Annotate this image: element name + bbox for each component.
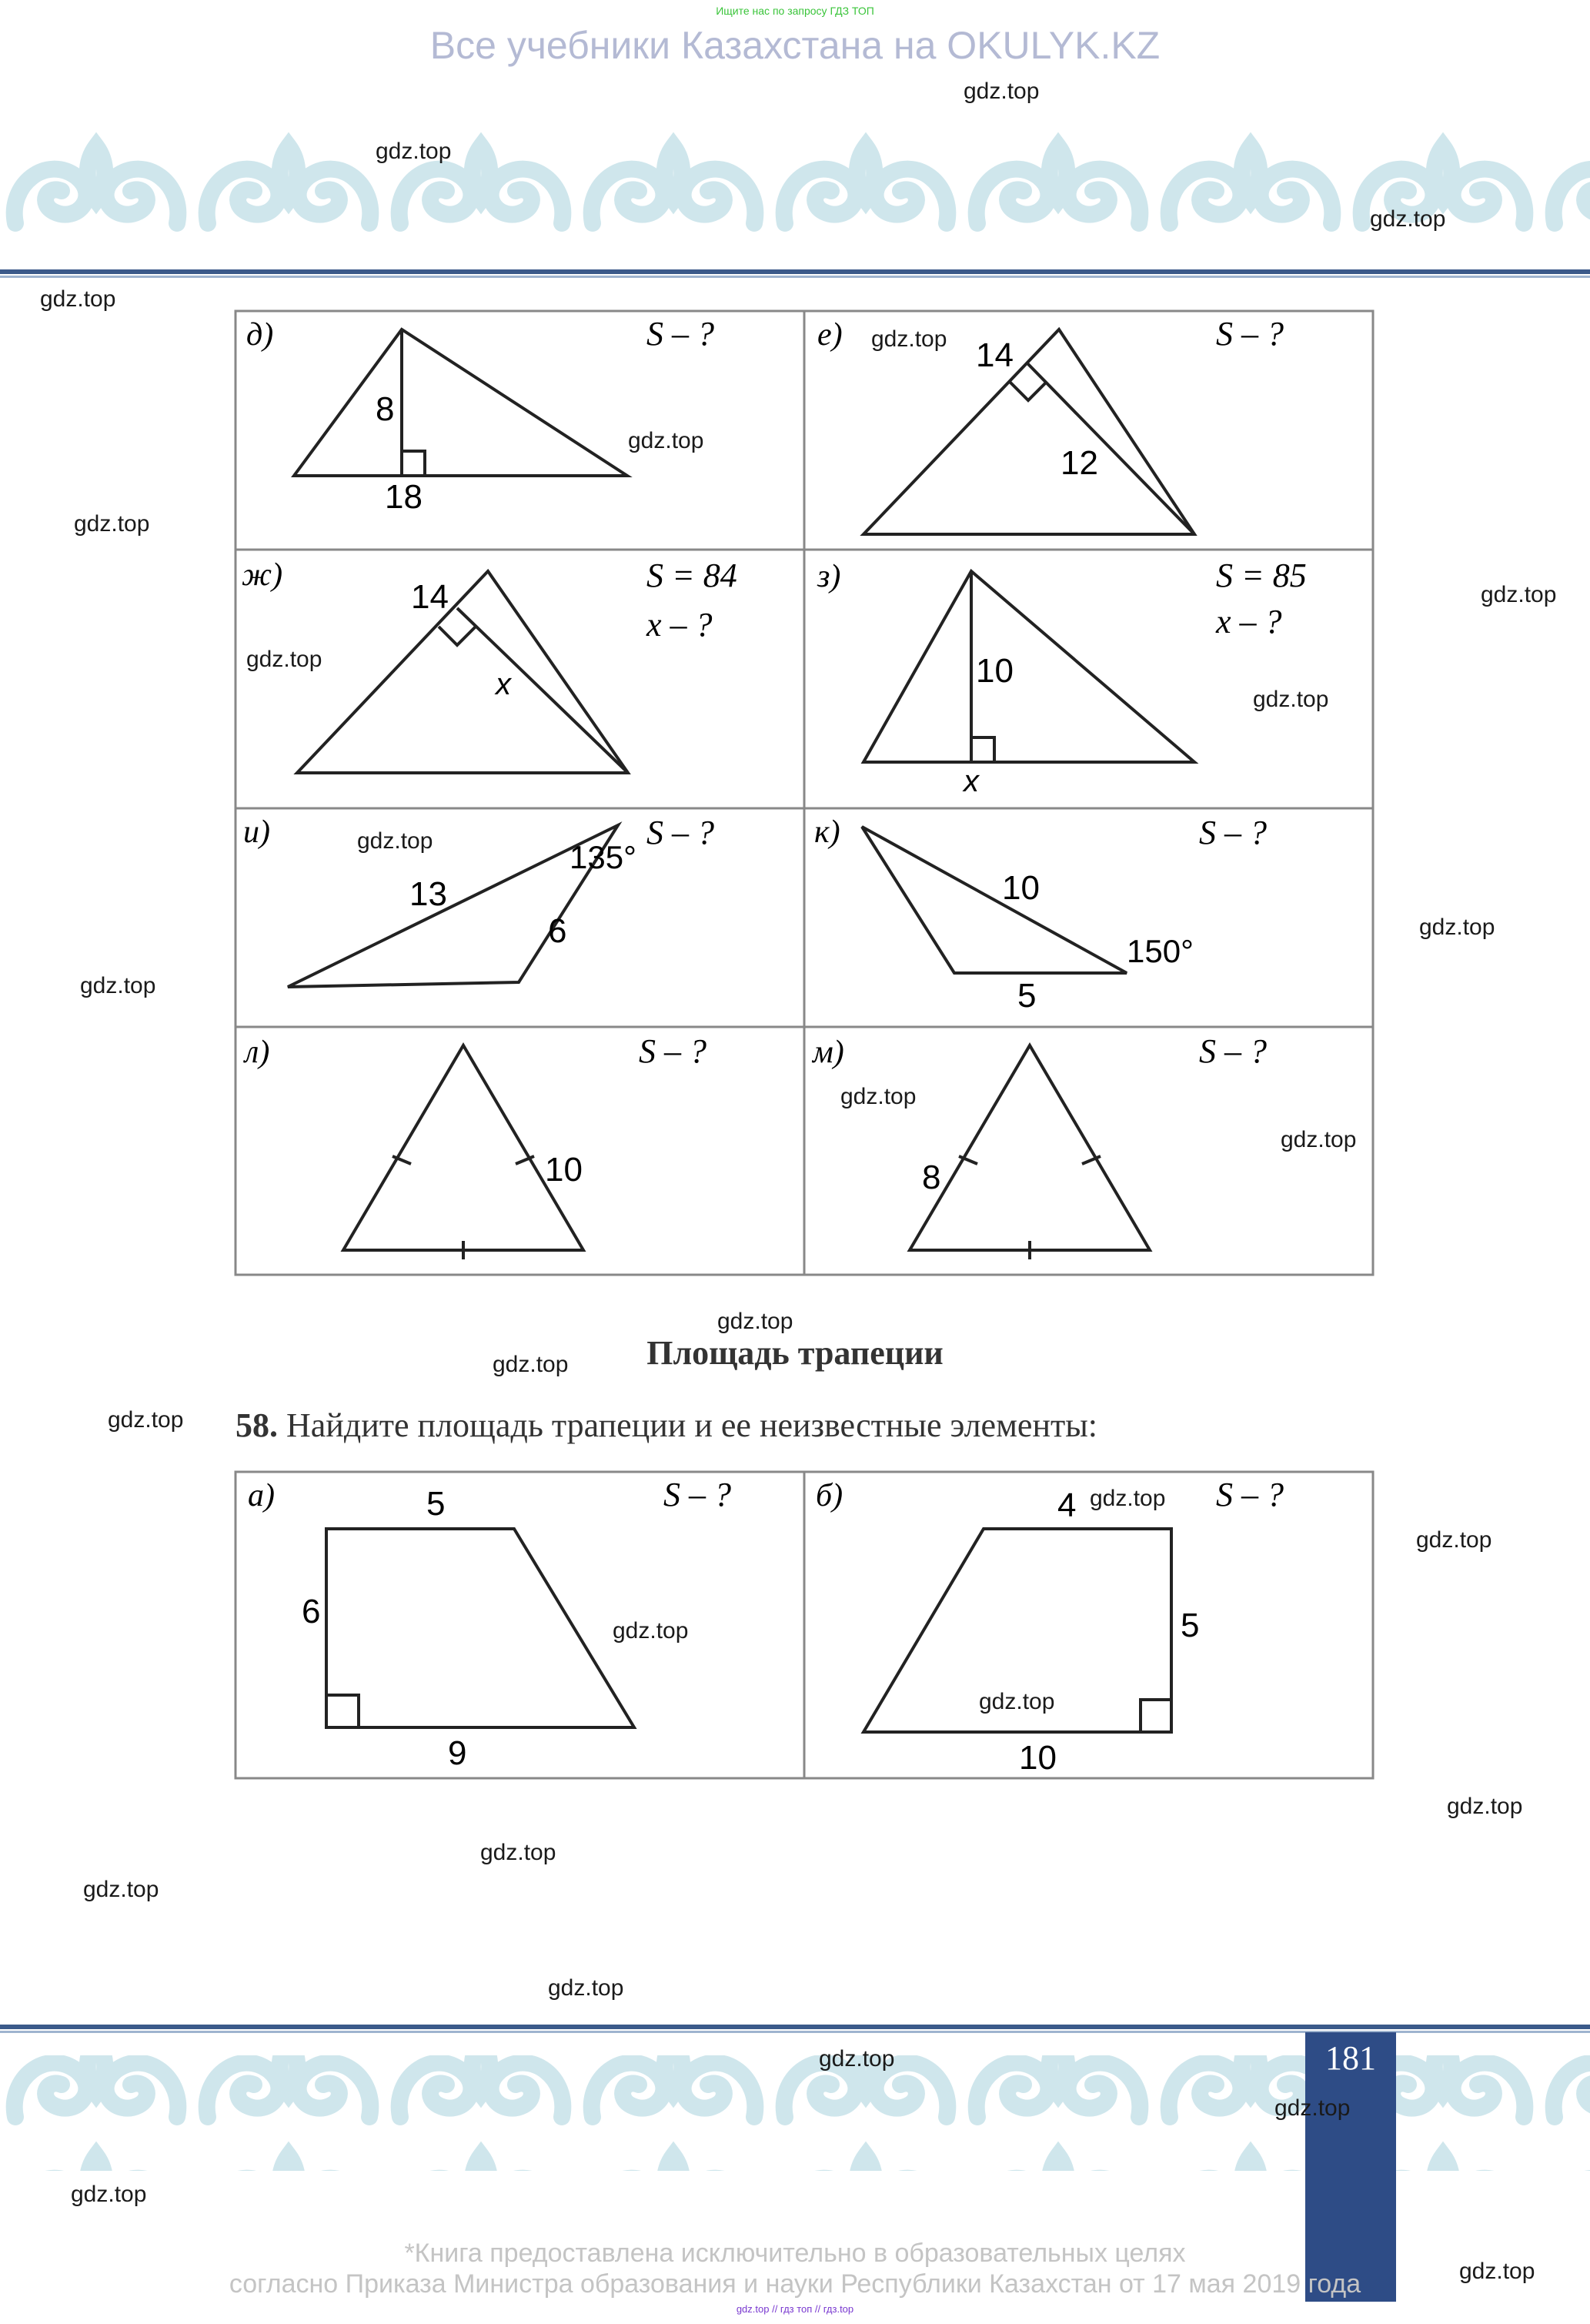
footer-line1: *Книга предоставлена исключительно в образовательных целях <box>404 2239 1186 2268</box>
label-z-height: 10 <box>976 652 1014 690</box>
cell-zh-question2: x – ? <box>646 606 713 644</box>
cell-m-letter: м) <box>813 1035 844 1070</box>
cell-d-question: S – ? <box>646 315 714 353</box>
footer-small: gdz.top // гдз топ // гдз.top <box>736 2303 854 2315</box>
cell-zh-letter: ж) <box>242 557 283 593</box>
label-k-angle: 150° <box>1127 933 1194 969</box>
triangle-z <box>863 571 1194 762</box>
trap-b-height: 5 <box>1181 1607 1200 1644</box>
trapezoids-grid <box>231 1467 1378 1791</box>
watermark: gdz.top <box>1419 915 1495 940</box>
watermark: gdz.top <box>1274 2095 1351 2121</box>
watermark: gdz.top <box>71 2182 147 2207</box>
cell-z-question: S = 85 <box>1216 557 1307 594</box>
label-i-angle: 135° <box>570 839 636 875</box>
watermark: gdz.top <box>1481 582 1557 607</box>
task-text: Найдите площадь трапеции и ее неизвестные элементы: <box>286 1406 1098 1444</box>
triangle-zh <box>297 571 628 773</box>
label-d-height: 8 <box>376 390 395 428</box>
trap-a-letter: а) <box>248 1478 275 1513</box>
watermark: gdz.top <box>1447 1794 1523 1819</box>
watermark: gdz.top <box>964 79 1040 104</box>
trap-b-question: S – ? <box>1216 1476 1284 1513</box>
watermark: gdz.top <box>613 1618 689 1644</box>
watermark: gdz.top <box>840 1084 917 1109</box>
label-m-side: 8 <box>922 1159 941 1196</box>
label-i-long: 13 <box>409 875 447 913</box>
watermark: gdz.top <box>717 1309 793 1334</box>
cell-e-question: S – ? <box>1216 315 1284 353</box>
footer-line2: согласно Приказа Министра образования и науки Республики Казахстан от 17 мая 2019 года <box>229 2269 1361 2299</box>
label-i-short: 6 <box>548 912 567 950</box>
ornament-pattern-icon <box>0 131 1590 285</box>
watermark: gdz.top <box>83 1877 159 1902</box>
watermark: gdz.top <box>979 1689 1055 1714</box>
label-e-height: 12 <box>1061 444 1098 482</box>
watermark: gdz.top <box>1370 206 1446 232</box>
task-number: 58. <box>235 1406 278 1444</box>
cell-zh-question: S = 84 <box>646 557 737 594</box>
task-58 <box>235 1406 1097 1445</box>
watermark: gdz.top <box>1416 1527 1492 1553</box>
trap-a-height: 6 <box>302 1593 321 1630</box>
trap-a-bottom: 9 <box>448 1734 467 1772</box>
cell-z-letter: з) <box>817 559 841 594</box>
label-k-base: 5 <box>1017 977 1037 1015</box>
watermark: gdz.top <box>357 828 433 854</box>
watermark: gdz.top <box>246 647 322 672</box>
cell-m-question: S – ? <box>1199 1032 1267 1070</box>
watermark: gdz.top <box>819 2046 895 2072</box>
triangle-e <box>863 329 1194 534</box>
watermark: gdz.top <box>480 1840 556 1865</box>
triangle-k <box>862 827 1127 973</box>
label-e-side: 14 <box>976 336 1014 374</box>
watermark: gdz.top <box>74 511 150 537</box>
trapezoid-a <box>326 1529 634 1727</box>
watermark: gdz.top <box>493 1352 569 1377</box>
cell-l-letter: л) <box>245 1035 270 1070</box>
watermark: gdz.top <box>1253 687 1329 712</box>
trap-a-question: S – ? <box>663 1476 731 1513</box>
watermark: gdz.top <box>1090 1486 1166 1511</box>
site-title[interactable]: Все учебники Казахстана на OKULYK.KZ <box>429 24 1161 67</box>
watermark: gdz.top <box>1459 2259 1535 2284</box>
watermark: gdz.top <box>871 326 947 352</box>
top-ornament-band <box>0 131 1590 285</box>
watermark: gdz.top <box>1281 1127 1357 1152</box>
watermark: gdz.top <box>628 428 704 453</box>
label-l-side: 10 <box>545 1151 583 1189</box>
triangle-m <box>910 1045 1150 1259</box>
label-zh-x: x <box>496 667 511 701</box>
cell-e-letter: е) <box>817 317 843 353</box>
cell-i-letter: и) <box>243 814 270 850</box>
cell-l-question: S – ? <box>639 1032 706 1070</box>
label-d-base: 18 <box>385 478 423 516</box>
watermark: gdz.top <box>548 1975 624 2001</box>
cell-i-question: S – ? <box>646 814 714 851</box>
label-k-long: 10 <box>1002 869 1040 907</box>
page-number: 181 <box>1325 2039 1376 2077</box>
trap-b-top: 4 <box>1057 1486 1077 1524</box>
triangle-i <box>288 825 618 987</box>
trap-b-letter: б) <box>816 1478 843 1513</box>
cell-k-letter: к) <box>814 814 840 850</box>
cell-d-letter: д) <box>246 317 274 353</box>
label-z-x: x <box>964 764 979 798</box>
figures-grid <box>231 306 1378 1284</box>
watermark: gdz.top <box>40 286 116 312</box>
watermark: gdz.top <box>80 973 156 998</box>
watermark: gdz.top <box>108 1407 184 1433</box>
cell-z-question2: x – ? <box>1216 603 1282 640</box>
top-note: Ищите нас по запросу ГДЗ ТОП <box>716 5 874 17</box>
triangle-d <box>294 329 627 476</box>
label-zh-side: 14 <box>411 578 449 616</box>
trap-b-bottom: 10 <box>1019 1739 1057 1777</box>
section-title: Площадь трапеции <box>646 1334 944 1372</box>
trap-a-top: 5 <box>426 1485 446 1523</box>
cell-k-question: S – ? <box>1199 814 1267 851</box>
watermark: gdz.top <box>376 139 452 164</box>
